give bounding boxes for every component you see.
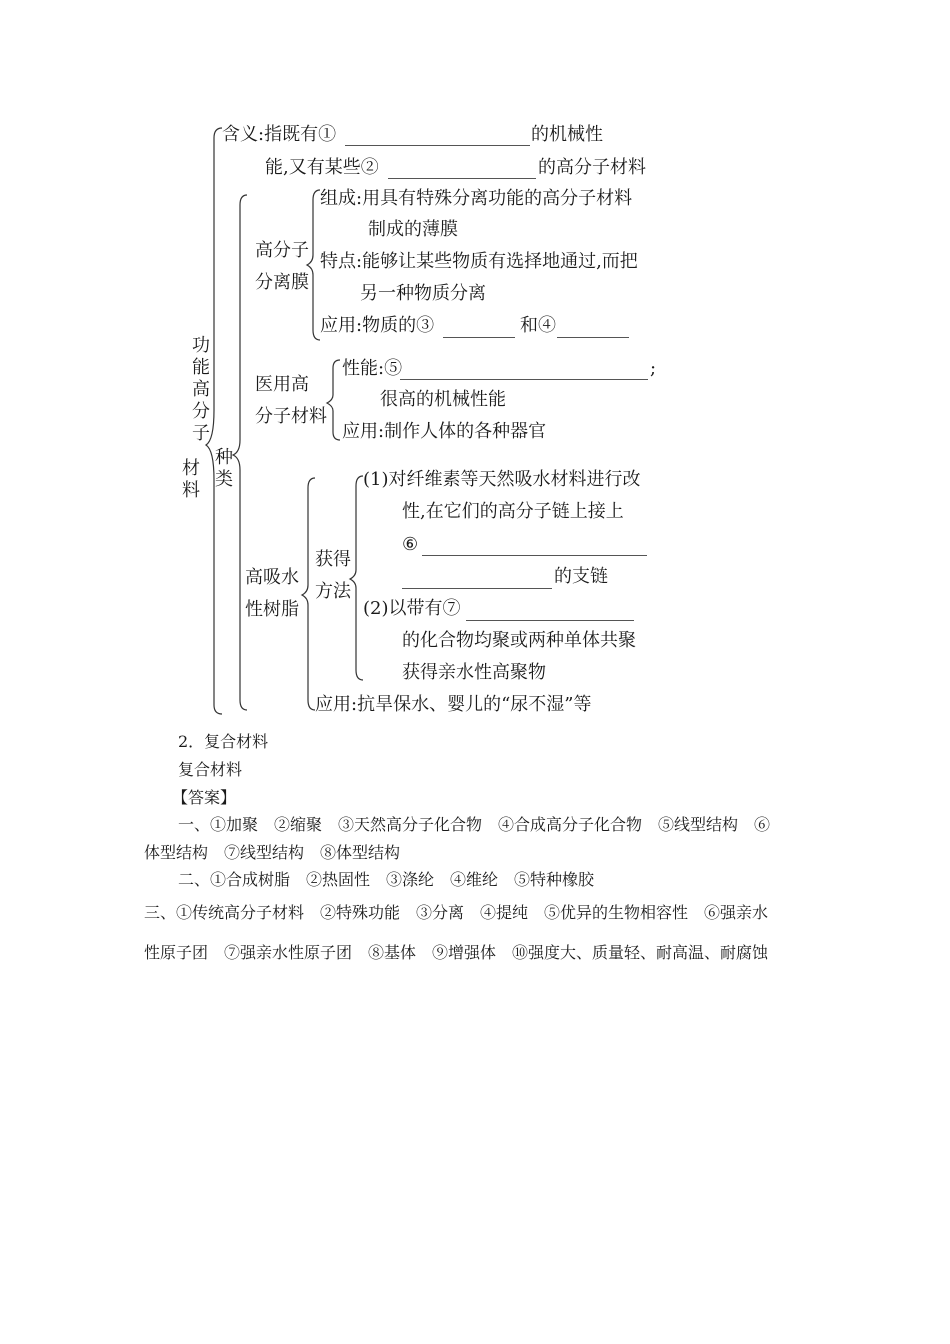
category-label [213, 447, 235, 491]
answers-heading: 【答案】 [172, 788, 237, 807]
resin-m1-line4: 的支链 [554, 566, 608, 587]
medical-property-2: 很高的机械性能 [380, 389, 506, 410]
method-brace [350, 476, 363, 680]
resin-m2-line1: (2)以带有⑦ [363, 598, 461, 619]
membrane-brace [307, 190, 320, 340]
root-label-top [190, 335, 212, 445]
membrane-feature-2: 另一种物质分离 [360, 283, 486, 304]
membrane-feature-1: 特点:能够让某些物质有选择地通过,而把 [320, 251, 638, 272]
resin-m1-line3: ⑥ [402, 534, 419, 555]
answers-line1: 一、①加聚 ②缩聚 ③天然高分子化合物 ④合成高分子化合物 ⑤线型结构 ⑥ [178, 815, 771, 834]
medical-property-b: ; [650, 358, 657, 379]
blank-6b [402, 588, 552, 589]
resin-brace [302, 478, 315, 710]
membrane-label-1: 高分子 [255, 240, 309, 261]
blank-3 [443, 337, 515, 338]
resin-m1-line2: 性,在它们的高分子链上接上 [402, 501, 624, 522]
meaning-line2-b: 的高分子材料 [538, 157, 646, 178]
medical-property-a: 性能:⑤ [342, 358, 403, 379]
answers-line4: 三、①传统高分子材料 ②特殊功能 ③分离 ④提纯 ⑤优异的生物相容性 ⑥强亲水 [144, 903, 769, 922]
resin-m2-line2: 的化合物均聚或两种单体共聚 [402, 630, 636, 651]
membrane-composition-2: 制成的薄膜 [368, 219, 458, 240]
medical-application: 应用:制作人体的各种器官 [342, 421, 547, 442]
medical-brace [327, 360, 340, 440]
resin-method-1: 获得 [315, 549, 351, 570]
blank-4 [557, 337, 629, 338]
membrane-composition-1: 组成:用具有特殊分离功能的高分子材料 [320, 188, 633, 209]
blank-6 [422, 555, 647, 556]
medical-label-2: 分子材料 [255, 406, 327, 427]
blank-7 [466, 620, 634, 621]
answers-line5: 性原子团 ⑦强亲水性原子团 ⑧基体 ⑨增强体 ⑩强度大、质量轻、耐高温、耐腐蚀 [144, 943, 769, 962]
resin-m2-line3: 获得亲水性高聚物 [402, 662, 546, 683]
membrane-application-a: 应用:物质的③ [320, 315, 435, 336]
resin-label-1: 高吸水 [245, 567, 299, 588]
meaning-line2-a: 能,又有某些② [265, 157, 379, 178]
blank-2 [388, 178, 536, 179]
membrane-application-b: 和④ [520, 315, 556, 336]
meaning-line1-a: 含义:指既有① [222, 124, 337, 145]
root-label-bottom-text: 材料 [182, 458, 200, 501]
resin-method-2: 方法 [315, 581, 351, 602]
answers-line3: 二、①合成树脂 ②热固性 ③涤纶 ④维纶 ⑤特种橡胶 [178, 870, 595, 889]
resin-m1-line1: (1)对纤维素等天然吸水材料进行改 [363, 469, 641, 490]
resin-label-2: 性树脂 [245, 599, 299, 620]
membrane-label-2: 分离膜 [255, 272, 309, 293]
blank-1 [345, 145, 530, 146]
section2-subheading: 复合材料 [178, 760, 243, 779]
resin-application: 应用:抗旱保水、婴儿的“尿不湿”等 [315, 694, 592, 715]
category-label-text: 种类 [215, 447, 233, 490]
category-brace [233, 195, 247, 710]
blank-5 [400, 379, 648, 380]
meaning-line1-b: 的机械性 [531, 124, 603, 145]
root-label-bottom [180, 458, 202, 502]
root-label-top-text: 功能高分子 [192, 335, 210, 444]
section2-heading: 2．复合材料 [178, 732, 269, 751]
medical-label-1: 医用高 [255, 374, 309, 395]
answers-line2: 体型结构 ⑦线型结构 ⑧体型结构 [144, 843, 401, 862]
